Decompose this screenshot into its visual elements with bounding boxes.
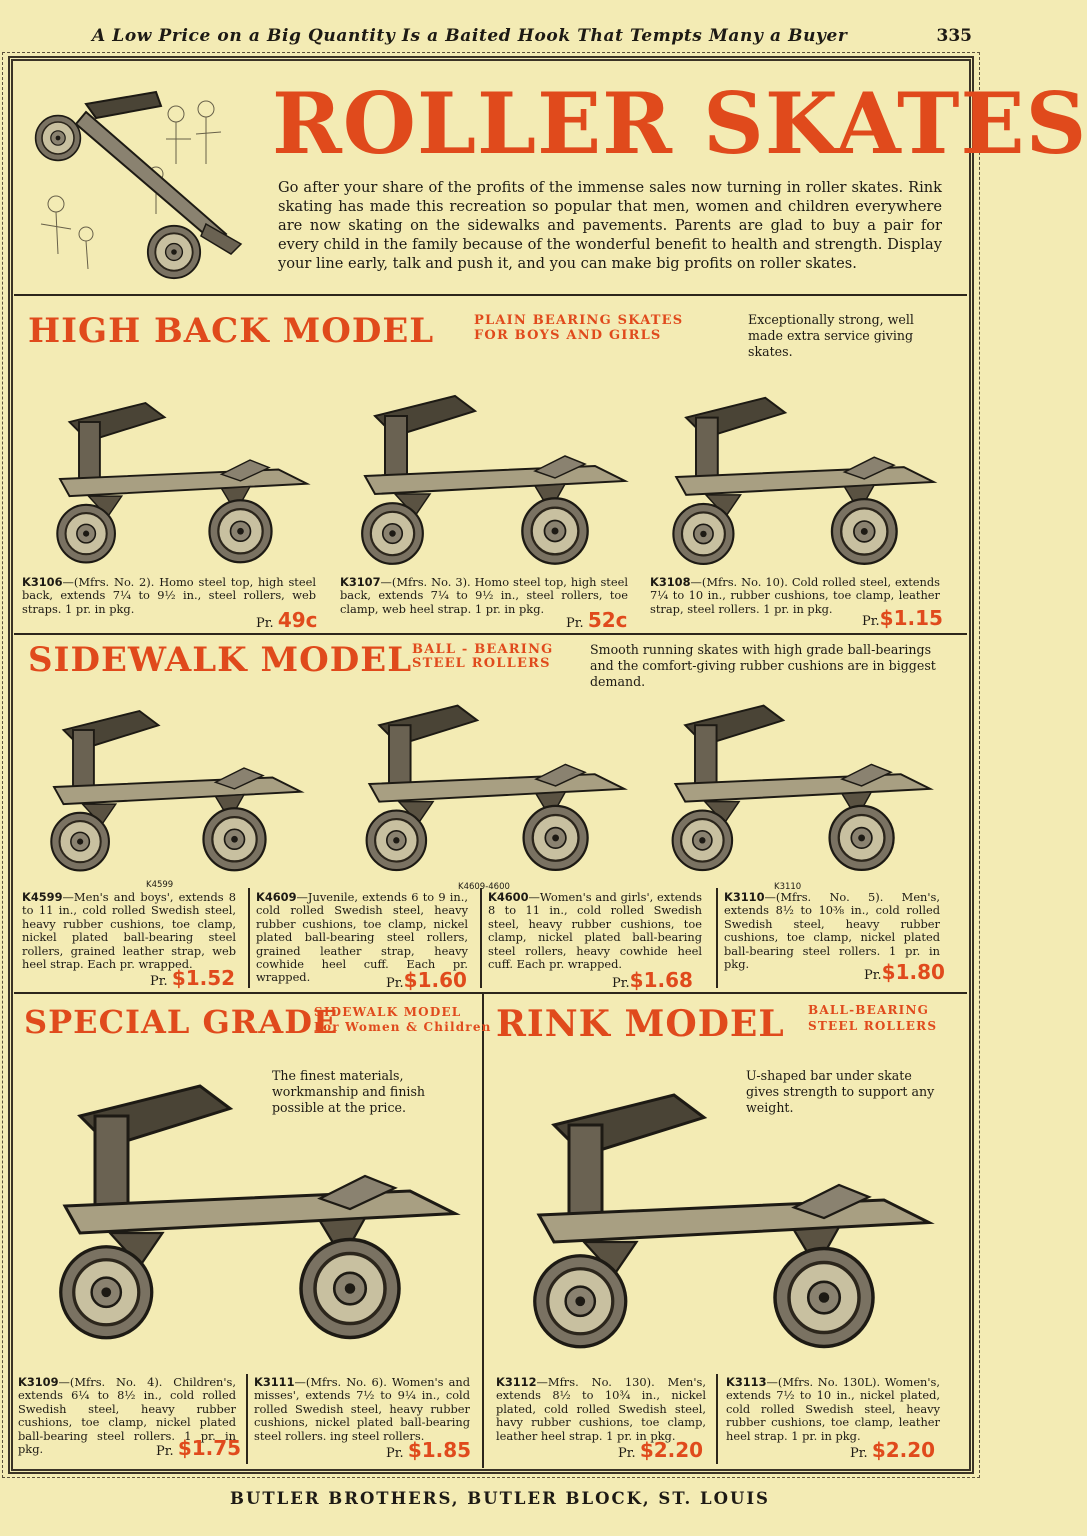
high-back-note: Exceptionally strong, well made extra service giving skates. — [748, 312, 914, 359]
sidewalk-note: Smooth running skates with high grade ball-bearings and the comfort-giving rubber cushions are in biggest demand. — [590, 642, 936, 689]
column-divider — [480, 888, 482, 988]
skate-image-k4599 — [18, 692, 318, 882]
page-header — [0, 24, 1000, 54]
skate-image-rink-model — [494, 1060, 944, 1370]
price-k3112: Pr. $2.20 — [618, 1438, 704, 1462]
high-back-sub2: FOR BOYS AND GIRLS — [474, 328, 662, 343]
price-k3113: Pr. $2.20 — [850, 1438, 936, 1462]
image-label: K4609-4600 — [458, 882, 510, 892]
header-tagline: A Low Price on a Big Quantity Is a Baited Hook That Tempts Many a Buyer — [92, 26, 848, 46]
hero-illustration — [26, 84, 266, 284]
image-label: K4599 — [146, 880, 174, 890]
column-divider — [248, 888, 250, 988]
item-desc-k4609: K4609—Juvenile, extends 6 to 9 in., cold rolled Swedish steel, heavy rubber cushions, toe clamp, nickel plated ball-bearing steel rollers, grained leather strap, heavy cowhide heel cuff. Each pr. wrapped. — [256, 890, 468, 985]
column-divider — [246, 1374, 248, 1464]
column-divider — [716, 888, 718, 988]
special-grade-title: SPECIAL GRADE — [24, 1003, 339, 1041]
high-back-title: HIGH BACK MODEL — [28, 311, 435, 351]
sidewalk-sub2: STEEL ROLLERS — [412, 656, 551, 671]
column-divider — [716, 1374, 718, 1464]
price-k3111: Pr. $1.85 — [386, 1438, 472, 1462]
skate-image-k3108 — [640, 378, 950, 576]
page-number: 335 — [936, 26, 972, 46]
skate-image-special-grade — [20, 1044, 470, 1368]
page-footer: BUTLER BROTHERS, BUTLER BLOCK, ST. LOUIS — [230, 1489, 770, 1508]
item-desc-k3107: K3107—(Mfrs. No. 3). Homo steel top, high steel back, extends 7¼ to 9½ in., steel rollers, toe clamp, web heel strap. 1 pr. in pkg. — [340, 575, 628, 616]
column-divider — [482, 994, 484, 1468]
special-grade-sub2: For Women & Children — [314, 1020, 492, 1034]
item-desc-k3109: K3109—(Mfrs. No. 4). Children's, extends 6¼ to 8½ in., cold rolled Swedish steel, heavy rubber cushions, toe clamp, nickel plated ball-bearing steel rollers. 1 pr. in pkg. — [18, 1375, 236, 1457]
special-grade-sub1: SIDEWALK MODEL — [314, 1005, 462, 1019]
image-label: K3110 — [774, 882, 802, 892]
item-desc-k4599: K4599—Men's and boys', extends 8 to 11 in., cold rolled Swedish steel, heavy rubber cushions, toe clamp, nickel plated ball-bearing steel rollers, grained leather strap, web heel strap. Each pr. wrapped. — [22, 890, 236, 972]
item-desc-k3110: K3110—(Mfrs. No. 5). Men's, extends 8½ to 10⅜ in., cold rolled Swedish steel, heavy rubber cushions, toe clamp, nickel plated ball-bearing steel rollers. 1 pr. in pkg. — [724, 890, 940, 972]
skate-image-k3110 — [636, 686, 950, 882]
item-desc-k3108: K3108—(Mfrs. No. 10). Cold rolled steel, extends 7¼ to 10 in., rubber cushions, toe clamp, leather strap, steel rollers. 1 pr. in pkg. — [650, 575, 940, 616]
special-grade-note: The finest materials, workmanship and finish possible at the price. — [272, 1068, 426, 1115]
rink-model-sub2: STEEL ROLLERS — [808, 1019, 938, 1033]
price-k3108: Pr.$1.15 — [862, 606, 943, 630]
skate-image-k3106 — [24, 384, 324, 574]
intro-paragraph: Go after your share of the profits of the immense sales now turning in roller skates. Rink skating has made this recreation so popular that men, women and children everywhere are now skating on the sidewalks and pavements. Parents are glad to buy a pair for every child in the family because of the wonderful benefit to health and strength. Display your line early, talk and push it, and you can make big profits on roller skates. — [278, 179, 942, 272]
price-k3106: Pr. 49c — [256, 608, 318, 632]
item-desc-k3111: K3111—(Mfrs. No. 6). Women's and misses', extends 7½ to 9¼ in., cold rolled Swedish steel, heavy rubber cushions, nickel plated ball-bearing steel rollers. ing steel rollers. — [254, 1375, 470, 1443]
rink-model-sub1: BALL-BEARING — [808, 1003, 930, 1017]
skate-image-k3107 — [330, 376, 640, 576]
price-k4600: Pr.$1.68 — [612, 968, 693, 992]
high-back-sub1: PLAIN BEARING SKATES — [474, 313, 684, 328]
skate-image-k4609-4600 — [322, 686, 652, 882]
sidewalk-title: SIDEWALK MODEL — [28, 640, 413, 680]
divider — [14, 633, 967, 635]
rink-model-title: RINK MODEL — [496, 1003, 785, 1045]
price-k3107: Pr. 52c — [566, 608, 628, 632]
item-desc-k4600: K4600—Women's and girls', extends 8 to 11 in., cold rolled Swedish steel, heavy rubber cushions, toe clamp, nickel plated ball-bearing steel rollers, heavy cowhide heel cuff. Each pr. wrapped. — [488, 890, 702, 972]
price-k3109: Pr. $1.75 — [156, 1436, 242, 1460]
item-desc-k3106: K3106—(Mfrs. No. 2). Homo steel top, high steel back, extends 7¼ to 9½ in., steel rollers, web straps. 1 pr. in pkg. — [22, 575, 316, 616]
sidewalk-sub1: BALL - BEARING — [412, 642, 554, 657]
price-k3110: Pr.$1.80 — [864, 960, 945, 984]
divider — [14, 992, 967, 994]
price-k4609: Pr.$1.60 — [386, 968, 467, 992]
price-k4599: Pr. $1.52 — [150, 966, 236, 990]
item-desc-k3113: K3113—(Mfrs. No. 130L). Women's, extends 7½ to 10 in., nickel plated, cold rolled Swedish steel, heavy rubber cushions, toe clamp, leather heel strap. 1 pr. in pkg. — [726, 1375, 940, 1443]
item-desc-k3112: K3112—Mfrs. No. 130). Men's, extends 8½ to 10¾ in., nickel plated, cold rolled Swedish steel, havy rubber cushions, toe clamp, leather heel strap. 1 pr. in pkg. — [496, 1375, 706, 1443]
rink-model-note: U-shaped bar under skate gives strength to support any weight. — [746, 1068, 935, 1115]
page-title: ROLLER SKATES — [272, 74, 1087, 173]
divider — [14, 294, 967, 296]
